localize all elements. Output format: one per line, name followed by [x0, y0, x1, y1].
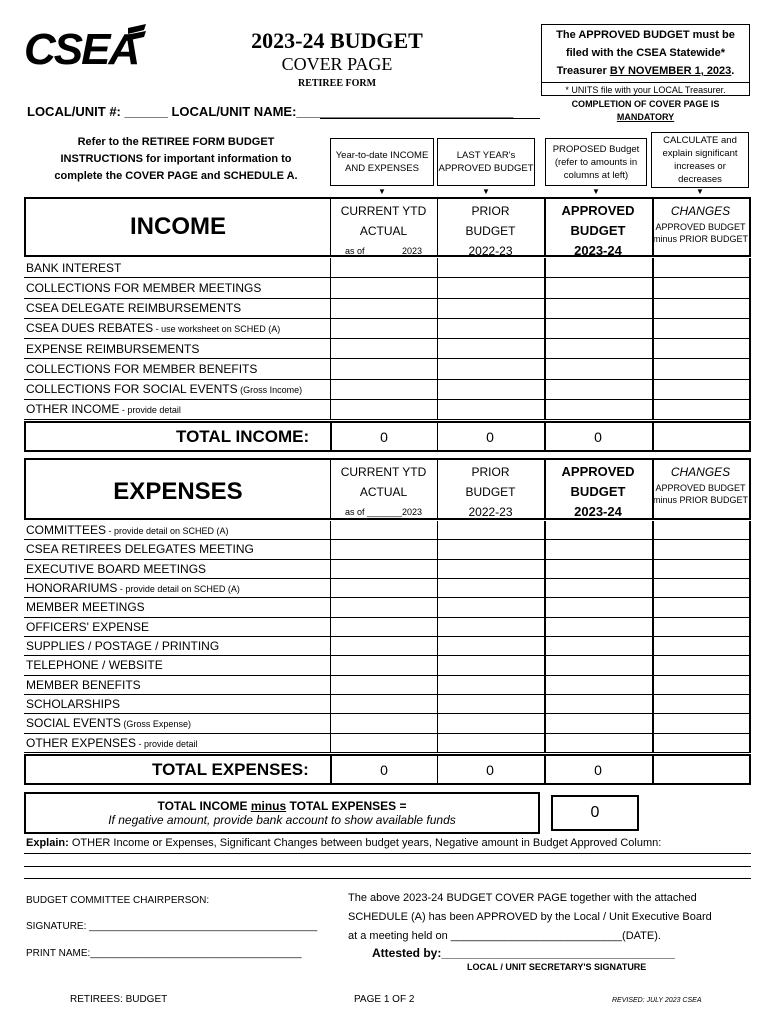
- col-approved-2: BUDGET: [570, 223, 626, 238]
- table-row: [24, 714, 751, 733]
- row-label-text: CSEA DELEGATE REIMBURSEMENTS: [26, 301, 242, 316]
- total-expenses-label: TOTAL EXPENSES:: [152, 760, 309, 779]
- row-label: [26, 342, 199, 356]
- current-ytd-cell[interactable]: [330, 714, 437, 732]
- table-row: [24, 319, 751, 339]
- changes-cell[interactable]: [652, 380, 749, 399]
- explain-rule-1: [24, 853, 751, 854]
- row-label: [26, 261, 121, 275]
- current-ytd-cell[interactable]: [330, 380, 437, 399]
- approved-budget-cell[interactable]: [544, 734, 652, 752]
- col-changes-3: minus PRIOR BUDGET: [652, 495, 748, 505]
- net-minus: minus: [250, 799, 287, 813]
- prior-budget-cell[interactable]: [437, 400, 544, 419]
- expense-rows: [24, 521, 751, 753]
- row-label: [26, 600, 145, 614]
- current-ytd-cell[interactable]: [330, 560, 437, 578]
- note-ytd: Year-to-date INCOME AND EXPENSES: [330, 138, 434, 186]
- net-line-1: [26, 799, 538, 813]
- table-row: [24, 695, 751, 714]
- col-approved-1: APPROVED: [561, 203, 635, 218]
- row-label-text: COMMITTEES: [26, 523, 106, 538]
- table-row: [24, 380, 751, 400]
- row-label: [26, 281, 261, 295]
- col-approved-3: 2023-24: [574, 243, 622, 258]
- csea-logo-graphic: [24, 22, 152, 70]
- notice-deadline: BY NOVEMBER 1, 2023: [609, 65, 732, 77]
- row-label: [26, 639, 219, 653]
- approved-budget-cell[interactable]: [544, 380, 652, 399]
- row-label-text: TELEPHONE / WEBSITE: [26, 658, 163, 673]
- current-ytd-cell[interactable]: [330, 637, 437, 655]
- row-label-text: OTHER EXPENSES: [26, 735, 137, 750]
- col-changes-2: APPROVED BUDGET: [655, 483, 746, 493]
- prior-budget-cell[interactable]: [437, 579, 544, 597]
- total-expenses-row: [24, 754, 751, 785]
- prior-budget-cell[interactable]: [437, 319, 544, 338]
- col-changes-1: CHANGES: [670, 204, 731, 218]
- row-label-text: HONORARIUMS: [26, 581, 118, 596]
- col-prior-2: BUDGET: [465, 224, 516, 238]
- form-name: RETIREE FORM: [297, 78, 377, 89]
- current-ytd-cell[interactable]: [330, 339, 437, 358]
- footer-page: PAGE 1 OF 2: [354, 994, 415, 1005]
- explain-rule-3: [24, 878, 751, 879]
- filing-notice-box: [541, 24, 750, 96]
- table-row: [24, 676, 751, 695]
- note-calculate: CALCULATE and explain significant increases or decreases: [651, 132, 749, 188]
- changes-cell[interactable]: [652, 734, 749, 752]
- changes-cell[interactable]: [652, 319, 749, 338]
- current-ytd-cell[interactable]: [330, 278, 437, 297]
- approved-budget-cell[interactable]: [544, 637, 652, 655]
- row-label: [26, 658, 163, 672]
- row-label-note: - provide detail on SCHED (A): [106, 526, 229, 537]
- changes-cell[interactable]: [652, 598, 749, 616]
- row-label-text: COLLECTIONS FOR MEMBER BENEFITS: [26, 361, 258, 376]
- changes-cell[interactable]: [652, 579, 749, 597]
- instructions-line-2: INSTRUCTIONS for important information to: [60, 153, 292, 165]
- table-row: [24, 278, 751, 298]
- changes-cell[interactable]: [652, 359, 749, 378]
- approved-budget-cell[interactable]: [544, 540, 652, 558]
- total-income-approved[interactable]: 0: [594, 429, 602, 445]
- total-income-current[interactable]: 0: [380, 429, 388, 445]
- arrow-down-icon: ▼: [378, 187, 386, 196]
- row-label-text: OTHER INCOME: [26, 402, 120, 417]
- form-subtitle: COVER PAGE: [281, 54, 393, 74]
- explain-line[interactable]: [26, 837, 661, 849]
- table-row: [24, 579, 751, 598]
- current-ytd-cell[interactable]: [330, 299, 437, 318]
- col-prior-1: PRIOR: [471, 204, 510, 218]
- row-label-text: MEMBER BENEFITS: [26, 677, 141, 692]
- current-ytd-cell[interactable]: [330, 579, 437, 597]
- table-row: [24, 637, 751, 656]
- table-row: [24, 540, 751, 559]
- attested-field[interactable]: Attested by:___________________________________: [372, 946, 675, 960]
- approved-budget-cell[interactable]: [544, 278, 652, 297]
- prior-budget-cell[interactable]: [437, 339, 544, 358]
- approved-budget-cell[interactable]: [544, 299, 652, 318]
- mandatory-note: [541, 98, 750, 124]
- net-total-box: [24, 792, 540, 834]
- prior-budget-cell[interactable]: [437, 540, 544, 558]
- changes-cell[interactable]: [652, 258, 749, 277]
- row-label-text: OFFICERS' EXPENSE: [26, 619, 149, 634]
- explain-rule-2: [24, 866, 751, 867]
- row-label-text: MEMBER MEETINGS: [26, 600, 145, 615]
- row-label: [26, 697, 120, 711]
- approved-budget-cell[interactable]: [544, 656, 652, 674]
- changes-cell[interactable]: [652, 714, 749, 732]
- approval-line-2: SCHEDULE (A) has been APPROVED by the Local / Unit Executive Board: [348, 911, 712, 923]
- row-label-note: (Gross Expense): [120, 719, 191, 730]
- row-label-text: EXECUTIVE BOARD MEETINGS: [26, 561, 207, 576]
- signature-field[interactable]: SIGNATURE: _________________________________________: [26, 921, 318, 932]
- mandatory-line-1: COMPLETION OF COVER PAGE IS: [571, 99, 720, 109]
- arrow-down-icon: ▼: [592, 187, 600, 196]
- net-line-2: If negative amount, provide bank account to show available funds: [108, 813, 456, 827]
- current-ytd-cell[interactable]: [330, 400, 437, 419]
- row-label-note: - provide detail: [136, 738, 198, 749]
- table-row: [24, 359, 751, 379]
- row-label-text: CSEA RETIREES DELEGATES MEETING: [26, 542, 254, 557]
- row-label-text: COLLECTIONS FOR SOCIAL EVENTS: [26, 382, 238, 397]
- current-ytd-cell[interactable]: [330, 598, 437, 616]
- changes-cell[interactable]: [652, 278, 749, 297]
- chairperson-label: BUDGET COMMITTEE CHAIRPERSON:: [26, 895, 210, 906]
- changes-cell[interactable]: [652, 299, 749, 318]
- col-changes-3: minus PRIOR BUDGET: [652, 234, 748, 244]
- row-label: [26, 382, 302, 396]
- notice-line-4: * UNITS file with your LOCAL Treasurer.: [542, 82, 749, 97]
- table-row: [24, 521, 751, 540]
- row-label-note: - use worksheet on SCHED (A): [153, 324, 281, 335]
- row-label-text: SUPPLIES / POSTAGE / PRINTING: [26, 639, 220, 654]
- row-label: [26, 678, 141, 692]
- current-ytd-cell[interactable]: [330, 676, 437, 694]
- footer-left: RETIREES: BUDGET: [70, 994, 168, 1005]
- explain-text: OTHER Income or Expenses, Significant Changes between budget years, Negative amount in Budget Approved Column:: [68, 837, 662, 849]
- notice-line-3: [542, 61, 749, 79]
- income-header: [24, 197, 751, 257]
- table-row: [24, 400, 751, 420]
- approval-text: [348, 889, 712, 946]
- row-label: [26, 301, 241, 315]
- approval-date-field[interactable]: at a meeting held on ____________________________(DATE).: [348, 930, 661, 942]
- income-title: INCOME: [130, 213, 226, 240]
- total-expenses-approved[interactable]: 0: [594, 762, 602, 778]
- table-row: [24, 598, 751, 617]
- changes-cell[interactable]: [652, 637, 749, 655]
- row-label: [26, 362, 257, 376]
- approved-budget-cell[interactable]: [544, 560, 652, 578]
- prior-budget-cell[interactable]: [437, 656, 544, 674]
- col-approved-3: 2023-24: [574, 504, 622, 519]
- expenses-title: EXPENSES: [113, 478, 243, 505]
- form-title: 2023-24 BUDGET: [251, 28, 423, 53]
- instructions-text: [26, 134, 326, 185]
- changes-cell[interactable]: [652, 339, 749, 358]
- total-expenses-current[interactable]: 0: [380, 762, 388, 778]
- prior-budget-cell[interactable]: [437, 695, 544, 713]
- row-label-text: COLLECTIONS FOR MEMBER MEETINGS: [26, 280, 262, 295]
- approved-budget-cell[interactable]: [544, 319, 652, 338]
- approved-budget-cell[interactable]: [544, 521, 652, 539]
- changes-cell[interactable]: [652, 695, 749, 713]
- approved-budget-cell[interactable]: [544, 618, 652, 636]
- approved-budget-cell[interactable]: [544, 339, 652, 358]
- row-label: [26, 581, 240, 595]
- current-ytd-cell[interactable]: [330, 618, 437, 636]
- row-label: [26, 402, 181, 416]
- table-row: [24, 299, 751, 319]
- changes-cell[interactable]: [652, 400, 749, 419]
- col-prior-2: BUDGET: [465, 485, 516, 499]
- row-label: [26, 321, 280, 335]
- current-ytd-cell[interactable]: [330, 656, 437, 674]
- col-changes-2: APPROVED BUDGET: [655, 222, 746, 232]
- col-current-2: ACTUAL: [359, 485, 408, 499]
- row-label-text: SCHOLARSHIPS: [26, 697, 121, 712]
- col-current-1: CURRENT YTD: [340, 465, 427, 479]
- prior-budget-cell[interactable]: [437, 598, 544, 616]
- arrow-down-icon: ▼: [696, 187, 704, 196]
- changes-cell[interactable]: [652, 540, 749, 558]
- prior-budget-cell[interactable]: [437, 380, 544, 399]
- approved-budget-cell[interactable]: [544, 258, 652, 277]
- changes-cell[interactable]: [652, 676, 749, 694]
- current-ytd-cell[interactable]: [330, 540, 437, 558]
- prior-budget-cell[interactable]: [437, 521, 544, 539]
- approved-budget-cell[interactable]: [544, 695, 652, 713]
- col-prior-3: 2022-23: [468, 505, 513, 519]
- print-name-field[interactable]: PRINT NAME:______________________________________: [26, 948, 302, 959]
- approved-budget-cell[interactable]: [544, 598, 652, 616]
- arrow-down-icon: ▼: [482, 187, 490, 196]
- changes-cell[interactable]: [652, 560, 749, 578]
- logo-text: CSEA: [24, 25, 139, 70]
- row-label-text: BANK INTEREST: [26, 260, 122, 275]
- note-proposed: PROPOSED Budget (refer to amounts in columns at left): [545, 138, 647, 186]
- approved-budget-cell[interactable]: [544, 579, 652, 597]
- approval-line-1: The above 2023-24 BUDGET COVER PAGE together with the attached: [348, 892, 697, 904]
- col-changes-1: CHANGES: [670, 465, 731, 479]
- current-ytd-cell[interactable]: [330, 258, 437, 277]
- prior-budget-cell[interactable]: [437, 714, 544, 732]
- secretary-signature-label: LOCAL / UNIT SECRETARY'S SIGNATURE: [467, 962, 647, 972]
- prior-budget-cell[interactable]: [437, 359, 544, 378]
- csea-logo: [24, 22, 152, 70]
- instructions-line-1: Refer to the RETIREE FORM BUDGET: [77, 136, 275, 148]
- row-label-note: - provide detail: [119, 405, 181, 416]
- explain-label: Explain:: [26, 837, 69, 849]
- table-row: [24, 560, 751, 579]
- row-label: [26, 620, 149, 634]
- approved-budget-cell[interactable]: [544, 400, 652, 419]
- changes-cell[interactable]: [652, 618, 749, 636]
- prior-budget-cell[interactable]: [437, 618, 544, 636]
- col-prior-1: PRIOR: [471, 465, 510, 479]
- prior-budget-cell[interactable]: [437, 676, 544, 694]
- row-label: [26, 523, 229, 537]
- notice-line-1: The APPROVED BUDGET must be: [556, 29, 735, 41]
- row-label-note: (Gross Income): [237, 385, 303, 396]
- current-ytd-cell[interactable]: [330, 521, 437, 539]
- col-current-3: as of _______2023: [344, 246, 423, 256]
- local-name-underline: [320, 118, 540, 119]
- total-income-prior[interactable]: 0: [486, 429, 494, 445]
- table-row: [24, 618, 751, 637]
- col-current-2: ACTUAL: [359, 224, 408, 238]
- prior-budget-cell[interactable]: [437, 560, 544, 578]
- notice-line-2: filed with the CSEA Statewide*: [565, 47, 726, 59]
- approved-budget-cell[interactable]: [544, 359, 652, 378]
- changes-cell[interactable]: [652, 656, 749, 674]
- current-ytd-cell[interactable]: [330, 359, 437, 378]
- col-current-1: CURRENT YTD: [340, 204, 427, 218]
- col-current-3: as of _______2023: [344, 507, 423, 517]
- current-ytd-cell[interactable]: [330, 695, 437, 713]
- total-income-label: TOTAL INCOME:: [176, 427, 310, 446]
- approved-budget-cell[interactable]: [544, 714, 652, 732]
- row-label-note: - provide detail on SCHED (A): [117, 584, 240, 595]
- notice-line-3-post: .: [731, 65, 735, 77]
- mandatory-line-2: MANDATORY: [616, 112, 675, 122]
- row-label: [26, 736, 198, 750]
- changes-cell[interactable]: [652, 521, 749, 539]
- row-label: [26, 542, 254, 556]
- local-unit-line[interactable]: LOCAL/UNIT #: ______ LOCAL/UNIT NAME:______________________________: [27, 104, 514, 119]
- net-line-1-pre: TOTAL INCOME: [157, 799, 251, 813]
- table-row: [24, 656, 751, 675]
- prior-budget-cell[interactable]: [437, 258, 544, 277]
- row-label-text: SOCIAL EVENTS: [26, 716, 121, 731]
- row-label: [26, 562, 206, 576]
- current-ytd-cell[interactable]: [330, 734, 437, 752]
- row-label: [26, 716, 191, 730]
- approved-budget-cell[interactable]: [544, 676, 652, 694]
- expenses-header: [24, 458, 751, 520]
- income-rows: [24, 258, 751, 420]
- net-total-value[interactable]: 0: [551, 795, 639, 831]
- total-income-row: [24, 421, 751, 452]
- current-ytd-cell[interactable]: [330, 319, 437, 338]
- prior-budget-cell[interactable]: [437, 734, 544, 752]
- col-approved-2: BUDGET: [570, 484, 626, 499]
- instructions-line-3: complete the COVER PAGE and SCHEDULE A.: [54, 170, 298, 182]
- row-label-text: EXPENSE REIMBURSEMENTS: [26, 341, 200, 356]
- prior-budget-cell[interactable]: [437, 299, 544, 318]
- footer-revised: REVISED: JULY 2023 CSEA: [612, 997, 702, 1004]
- table-row: [24, 734, 751, 753]
- prior-budget-cell[interactable]: [437, 278, 544, 297]
- col-prior-3: 2022-23: [468, 244, 513, 258]
- notice-line-3-pre: Treasurer: [556, 65, 610, 77]
- total-expenses-prior[interactable]: 0: [486, 762, 494, 778]
- note-last-year: LAST YEAR's APPROVED BUDGET: [437, 138, 535, 186]
- table-row: [24, 339, 751, 359]
- prior-budget-cell[interactable]: [437, 637, 544, 655]
- col-approved-1: APPROVED: [561, 464, 635, 479]
- row-label-text: CSEA DUES REBATES: [26, 321, 154, 336]
- net-line-1-post: TOTAL EXPENSES =: [286, 799, 407, 813]
- table-row: [24, 258, 751, 278]
